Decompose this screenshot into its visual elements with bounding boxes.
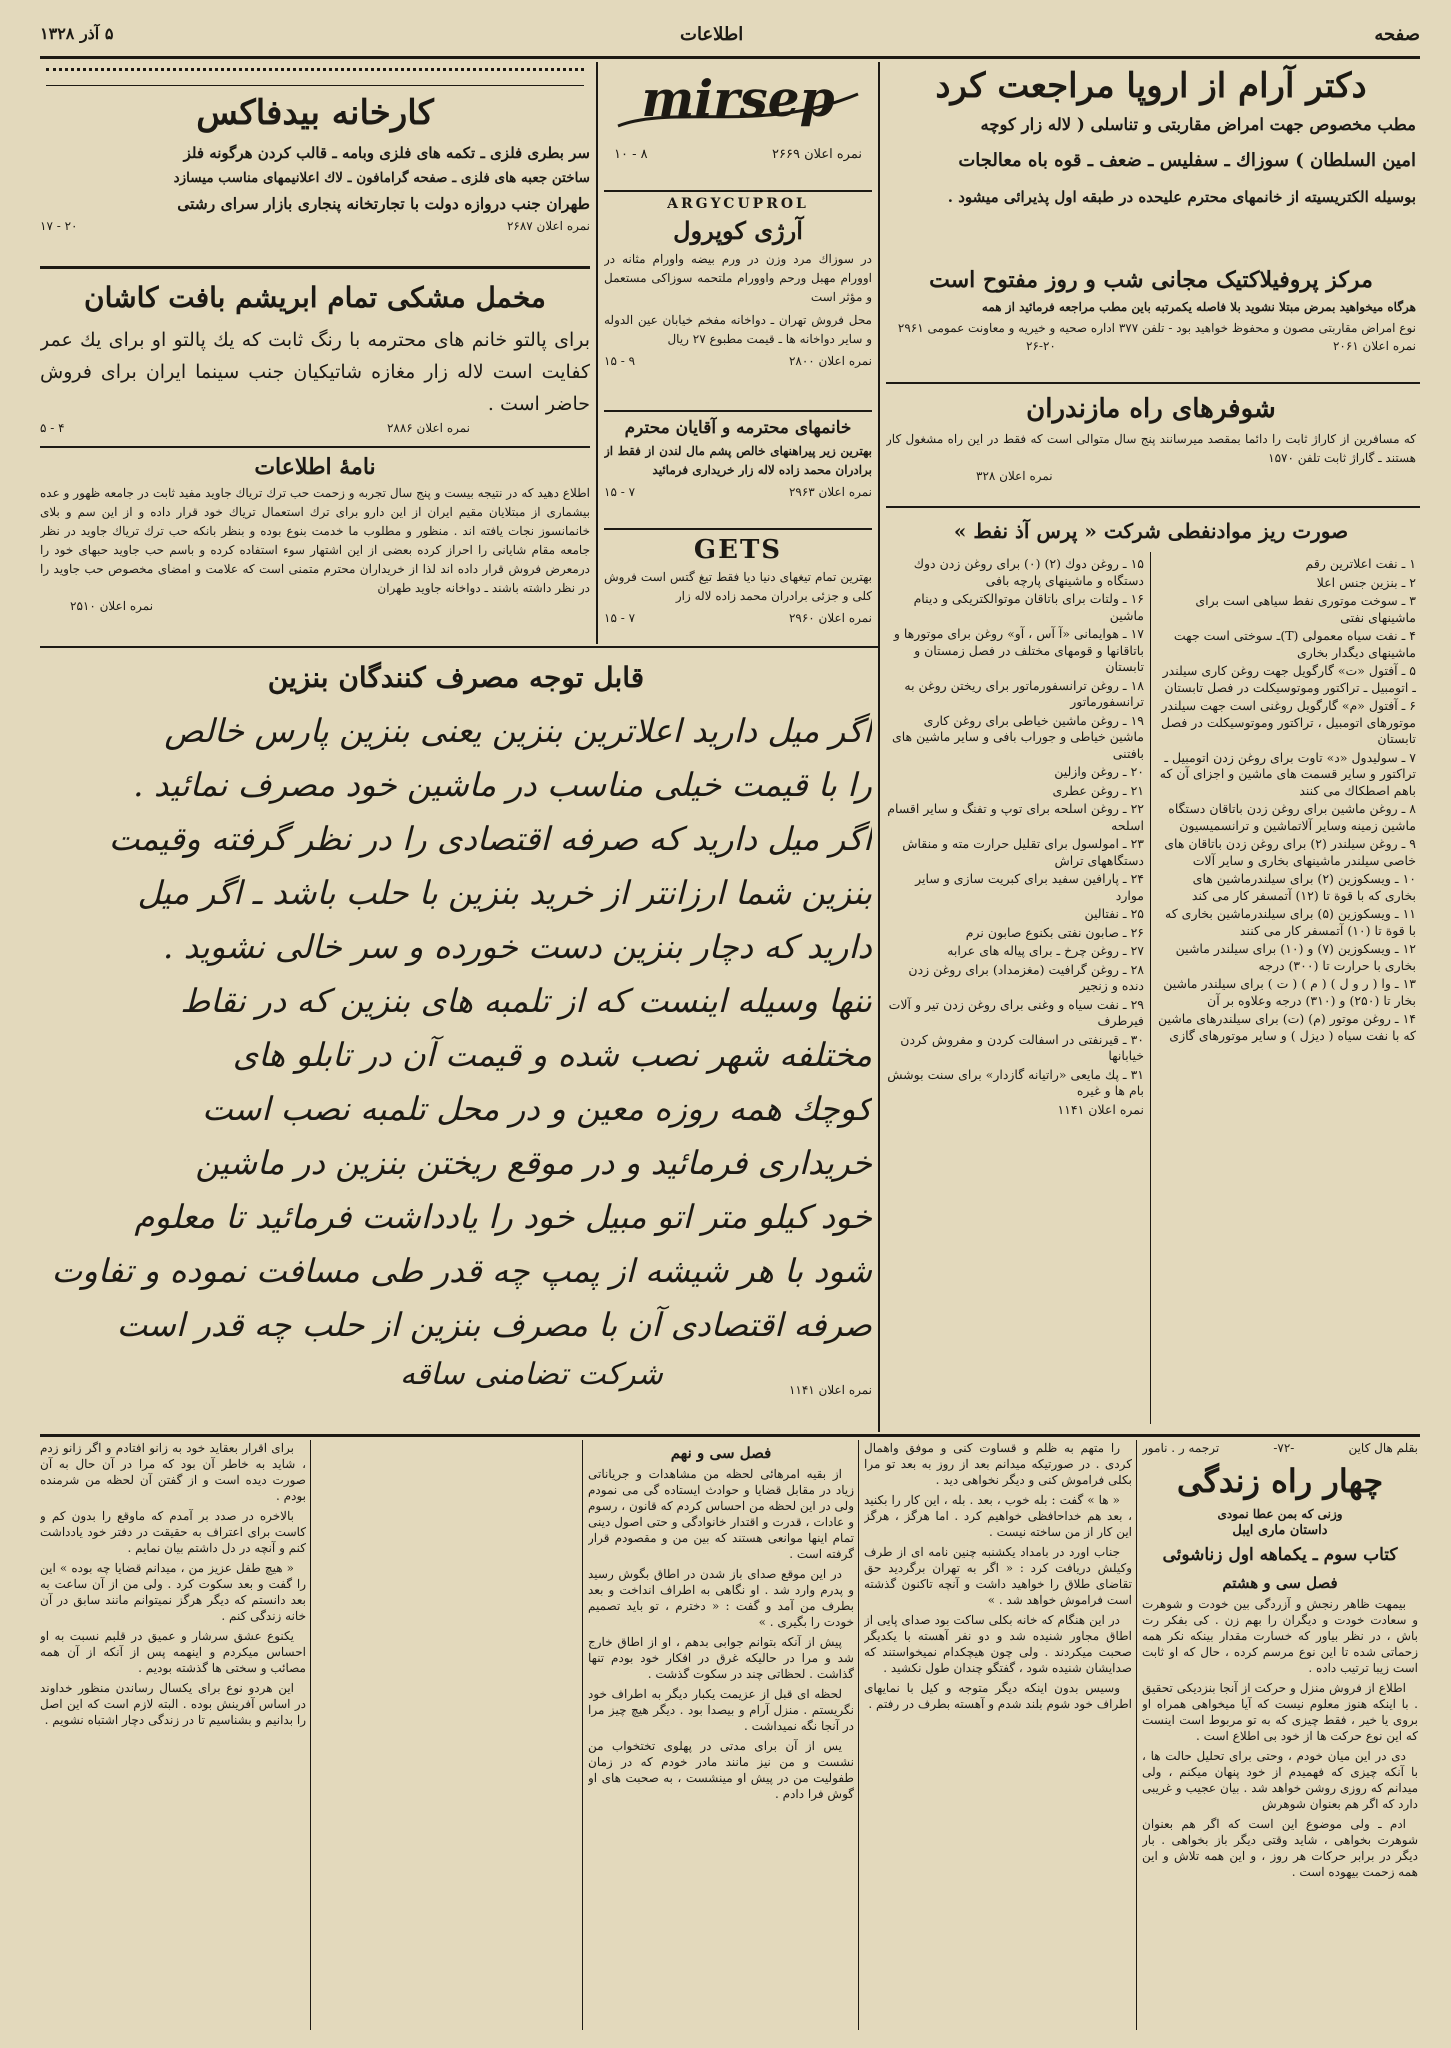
oil-item: ۱ ـ نفت اعلاترین رقم [1305, 556, 1416, 571]
ad-oil-title: صورت ریز موادنفطی شرکت « پرس آذ نفط » [953, 519, 1349, 543]
ad-gets-title: GETS [693, 535, 783, 565]
ad-ladies-body: بهترین زیر پیراهنهای خالص پشم مال لندن از فقط از برادران محمد زاده لاله زار خریداری فرمائید [604, 444, 872, 477]
ad-factory-line2: ساختن جعبه های فلزی ـ صفحه گرامافون ـ لاك اعلانیمهای مناسب میسازد [173, 170, 590, 186]
rule-velvet-letter [40, 446, 590, 448]
ad-ladies-code: ۷ - ۱۵ [604, 485, 636, 499]
serial-paragraph: در این هنگام که خانه بکلی ساکت بود صدای پایی از اطاق مجاور شنیده شد و دو نفر آهسته با یکدیگر صحبت میکردند . ولی چون هیچکدام نمیخواستند که صدایشان شنیده شود ، گفتگو چندان طول نکشید . [864, 1613, 1132, 1675]
oil-item: ۲۸ ـ روغن گرافیت (مغزمداد) برای روغن زدن دنده و زنجیر [908, 961, 1144, 993]
oil-item: ۲۵ ـ نفتالین [1084, 906, 1144, 921]
oil-item: ۱۴ ـ روغن موتور (م) (ت) برای سیلندرهای ماشین که با نفت سیاه ( دیزل ) و سایر موتورهای گازی [1158, 1011, 1416, 1043]
oil-item: ۴ ـ نفت سیاه معمولی (T)ـ سوختی است جهت ماشینهای دیگدار بخاری [1173, 628, 1416, 660]
ad-gets-code: ۷ - ۱۵ [604, 611, 636, 625]
serial-col-2 [864, 1440, 1132, 2038]
ad-drivers-number: نمره اعلان ۳۲۸ [976, 469, 1053, 483]
ad-ladies-title: خانمهای محترمه و آقایان محترم [624, 418, 852, 438]
ad-argyrol-sales: محل فروش تهران ـ دواخانه مفخم خیابان عین الدوله و سایر دواخانه ها ـ قیمت مطبوع ۲۷ ریال [604, 313, 872, 346]
rule-mid-section [40, 646, 878, 648]
serial-paragraph: بالاخره در صدد بر آمدم که ماوقع را بدون کم و کاست برای اعتراف به حقیقت در دفتر خود یادداشت کنم و آنچه در دل داشتم بیان نمایم . [40, 1509, 306, 1555]
ad-benzine-number: نمره اعلان ۱۱۴۱ [788, 1383, 872, 1397]
serial-subtitle2: داستان ماری ایبل [1232, 1523, 1328, 1538]
ad-benzine-line: تنها وسیله اینست که از تلمبه های بنزین که در نقاط [180, 982, 872, 1020]
serial-chapter-a: فصل سی و هشتم [1222, 1574, 1338, 1592]
ornament-border [46, 68, 584, 86]
serial-paragraph: در این موقع صدای باز شدن در اطاق بگوش رسید و پدرم وارد شد . او نگاهی به اطراف انداخت و بعد بطرف من آمد و گفت : « دخترم ، تو باید تصمیم خودت را بگیری . » [588, 1567, 854, 1629]
oil-item: ۷ ـ سولیدول «د» تاوت برای روغن زدن اتومبیل ـ تراکتور و سایر قسمت های ماشین و اجزای آن که باهم اصطکاك می کنند [1159, 749, 1416, 798]
serial-rule-b [858, 1440, 859, 2030]
oil-item: ۱۲ ـ ویسکوزین (۷) و (۱۰) برای سیلندر ماشین بخاری با حرارت تا (۳۰۰) درجه [1175, 941, 1416, 973]
ad-benzine-line: خریداری فرمائید و در موقع ریختن بنزین در ماشین [195, 1144, 872, 1182]
ad-argyrol-body: در سوزاك مرد وزن در ورم بیضه واورام مثانه در اوورام مهبل ورحم واوورام ملتحمه سوزاکی مستعمل و مؤثر است [604, 252, 872, 304]
oil-item: ۱۰ ـ ویسکوزین (۲) برای سیلندرماشین های بخاری که با قوة تا (۱۲) آتمسفر کار می کند [1191, 871, 1416, 903]
serial-paragraph: یکنوع عشق سرشار و عمیق در قلبم نسبت به او احساس میکردم و اینهمه پس از آنکه از آن همه مصائب و سختی ها گذشته بودیم . [40, 1629, 306, 1675]
ad-factory-line1: سر بطری فلزی ـ تکمه های فلزی وبامه ـ قالب کردن هرگونه فلز [183, 144, 590, 162]
ad-velvet [40, 272, 590, 440]
oil-list-left [886, 556, 1144, 1426]
serial-chapter-b: فصل سی و نهم [670, 1444, 772, 1462]
ad-factory-line3: طهران جنب دروازه دولت با تجارتخانه پنجاری بازار سرای رشتی [177, 194, 590, 213]
ad-prophylaxis-line2: نوع امراض مقاربتی مصون و محفوظ خواهید بود - تلفن ۳۷۷ اداره صحیه و خیریه و معاونت عمومی ۲۹۶۱ [897, 321, 1416, 335]
header-rule [40, 56, 1420, 59]
serial-rule-a [1136, 1440, 1137, 2030]
ad-drivers [886, 388, 1416, 498]
serial-rule-c [582, 1440, 583, 2030]
oil-item: ۳۰ ـ قیرنفتی در اسفالت کردن و مفروش کردن خیابانها [900, 1031, 1144, 1063]
mirsep-logo [604, 64, 872, 142]
serial-paragraph: بیمهت ظاهر رنجش و آزردگی بین خودت و شوهرت و سعادت خودت و دیگران را بهم زن . کی بفکر رت باش ، در نظر بیاور که خسارت مقدار بینکه نکر همه زحماتی شده تا این نوع مرسم کرده ، حال که او ثابت است زیبا ترتیب داده . [1142, 1597, 1418, 1675]
header-paper-name: اطلاعات [680, 24, 744, 45]
serial-author: بقلم هال کاین [1348, 1441, 1418, 1455]
oil-item: ۹ ـ روغن سیلندر (۲) برای روغن زدن باتاقان های خاصی سیلندر ماشینهای بخاری و سایر آلات [1164, 836, 1416, 868]
ad-doctor [886, 64, 1416, 264]
ad-velvet-code: ۴ - ۵ [40, 421, 65, 435]
ad-velvet-number: نمره اعلان ۲۸۸۶ [386, 421, 470, 435]
serial-translator: ترجمه ر . نامور [1142, 1441, 1220, 1455]
ad-doctor-line3: بوسیله الکتریسیته از خانمهای محترم علیحده در طبقه اول پذیرائی میشود . [947, 188, 1416, 206]
ad-velvet-title: مخمل مشکی تمام ابریشم بافت کاشان [84, 281, 546, 314]
ad-benzine-line: مختلفه شهر نصب شده و قیمت آن در تابلو های [232, 1036, 872, 1074]
rule-ladies-gets [604, 528, 872, 530]
oil-item: ۱۵ ـ روغن دوك (۲) (۰) برای روغن زدن دوك دستگاه و ماشینهای پارچه بافی [913, 556, 1144, 588]
ad-factory-title: کارخانه بیدفاکس [196, 93, 434, 133]
ad-benzine-signature: شرکت تضامنی ساقه [400, 1357, 663, 1392]
ad-letter-body: اطلاع دهید که در نتیجه بیست و پنج سال تجربه و زحمت حب ترك تریاك جاوید مفید ثابت در جامعه ظهور و عده بیشماری از مبتلایان مقیم ایران از این دارو برای ترك استعمال تریاك خود قرار داده و از این سم و بلای خانمانسوز نجات یافته اند . منظور و مطلوب ما خدمت بنوع بوده و بنظر بانکه حب ترك تریاك جاوید در نظر جامعه مقام شایانی را احراز کرده بعضی از این اشتهار سوء استفاده کرده و باسم حب جاوید حبهای خود را درمعرض فروش قرار داده اند لذا از خریداران محترم متمنی است که علامت و امضای مخصوص حب جاوید را در نظر داشته باشند ـ دواخانه جاوید طهران [40, 486, 590, 595]
ad-ladies-number: نمره اعلان ۲۹۶۳ [788, 485, 872, 499]
serial-paragraph: جناب اورد در بامداد یکشنبه چنین نامه ای از طرف وکیلش دریافت کرد : « اگر به تهران برگردید حق تقاضای طلاق را خواهید داشت و آنچه تاکنون گذشته است فراموش خواهد شد . » [864, 1545, 1132, 1607]
oil-item: ۸ ـ روغن ماشین برای روغن زدن باتاقان دستگاه ماشین زمینه وسایر آلاتماشین و ترانسمیسیون [1168, 801, 1416, 833]
ad-doctor-line2: امین السلطان ) سوزاك ـ سفلیس ـ ضعف ـ قوه باه معالجات [958, 150, 1416, 171]
ad-mirsep-code: ۸ - ۱۰ [614, 147, 648, 162]
col-rule-2 [596, 62, 598, 644]
page-header [40, 24, 1420, 50]
serial-paragraph: از بقیه امرهائی لحظه من مشاهدات و جریاناتی زیاد در مقابل قضایا و حوادث ایستاده گی می نمودم ولی در این لحظه من احساس کردم که قانون ، رسوم و عادات ، قدرت و اقتدار خانوادگی و حتی اصول دینی تمام اینها موانعی هستند که بین من و مقصودم قرار گرفته است . [588, 1467, 854, 1561]
ad-benzine-line: بنزین شما ارزانتر از خرید بنزین با حلب باشد ـ اگر میل [137, 874, 872, 912]
serial-paragraph: یس از آن برای مدتی در پهلوی تختخواب من نشست و من نیز مانند مادر خودم که در زمان طفولیت من در پیش او مینشست ، به صحبت های او گوش فرا دادم . [588, 1739, 854, 1801]
oil-item: ۳ ـ سوخت موتوری نفط سیاهی است برای ماشینهای نفتی [1195, 593, 1416, 625]
serial-paragraph: اطلاع از فروش منزل و حرکت از آنجا بنزدیکی تحقیق . با اینکه هنوز معلوم نیست که آیا میخواهی همراه او بروی یا خیر ، فقط چیزی که به تو مربوط است اینست که این نوع حرکت ها از خود بی اطلاع است . [1142, 1681, 1418, 1743]
ad-doctor-title: دکتر آرام از اروپا مراجعت کرد [935, 66, 1367, 106]
ad-benzine-title: قابل توجه مصرف کنندگان بنزین [267, 661, 645, 694]
rule-drivers-oil [886, 506, 1420, 508]
header-date: ۵ آذر ۱۳۲۸ [40, 24, 114, 43]
oil-item: ۲۲ ـ روغن اسلحه برای توپ و تفنگ و سایر اقسام اسلحه [887, 801, 1144, 833]
oil-inner-rule [1150, 552, 1151, 1424]
ad-argyrol-number: نمره اعلان ۲۸۰۰ [788, 354, 872, 368]
ad-doctor-line1: مطب مخصوص جهت امراض مقاربتی و تناسلی ( لاله زار کوچه [980, 115, 1416, 134]
oil-item: ۱۳ ـ وا ( ر و ل ) ( م ) ( ت ) برای سیلندر ماشین بخار تا (۲۵۰) و (۳۱۰) درجه وعلاوه بر آن [1163, 976, 1416, 1008]
ad-gets-number: نمره اعلان ۲۹۶۰ [788, 611, 872, 625]
ad-prophylaxis [886, 264, 1416, 374]
ad-mirsep-number: نمره اعلان ۲۶۶۹ [772, 147, 862, 162]
ad-letter-title: نامهٔ اطلاعات [254, 454, 376, 480]
oil-item: ۶ ـ آفتول «م» گارگویل روغنی است جهت سیلندر موتورهای اتومبیل ، تراکتور وموتوسیکلت در فصل تابستان [1161, 698, 1416, 746]
ad-benzine-line: صرفه اقتصادی آن با مصرف بنزین از حلب چه قدر است [116, 1306, 872, 1344]
ad-benzine-line: کوچك همه روزه معین و در محل تلمبه نصب است [202, 1090, 872, 1128]
serial-paragraph: « هیچ طفل عزیز من ، میدانم قضایا چه بوده » این را گفت و بعد سکوت کرد . ولی من از آن ساعت به بعد دانستم که دیگر هرگز نمیتوانم مانند سابق در آن خانه زندگی کنم . [40, 1561, 306, 1623]
ad-ettelaat-letter [40, 450, 590, 642]
rule-factory-velvet [40, 266, 590, 269]
oil-item: ۲۳ ـ امولسول برای تقلیل حرارت مته و منقاش دستگاههای تراش [902, 836, 1144, 868]
ad-benzine [40, 652, 872, 1432]
oil-item: ۲۰ ـ روغن وازلین [1054, 764, 1144, 779]
ad-drivers-title: شوفرهای راه مازندران [1026, 394, 1276, 424]
oil-right-items [1158, 556, 1416, 1044]
oil-item: ۲۷ ـ روغن چرخ ـ برای پیاله های عرابه [947, 943, 1144, 958]
rule-mirsep-argy [604, 190, 872, 192]
serial-title: چهار راه زندگی [1176, 1462, 1384, 1500]
ad-prophylaxis-code: ۲۶-۲۰ [1026, 339, 1056, 353]
ad-gets-body: بهترین تمام تیغهای دنیا دیا فقط تیغ گتس است فروش کلی و جزئی برادران محمد زاده لاله زار [604, 570, 872, 603]
oil-item: ۲۴ ـ پارافین سفید برای کبریت سازی و سایر موارد [915, 871, 1144, 903]
oil-item: ۲ ـ بنزین جنس اعلا [1316, 574, 1416, 590]
header-page-label: صفحه [1374, 24, 1420, 45]
oil-item: ۱۷ ـ هوایمانی «آ آس ، آو» روغن برای موتورها و باتاقانها و قومهای مختلف در فصل زمستان و تابستان [893, 626, 1144, 674]
rule-serial-top [40, 1434, 1420, 1437]
oil-item: ۲۶ ـ صابون نفتی بکنوع صابون نرم [965, 924, 1144, 940]
serial-paragraph: وسیس بدون اینکه دیگر متوجه و کیل با نمایهای اطراف خود شوم بلند شدم و آهسته بطرف در رفتم . [864, 1681, 1132, 1711]
ad-mirsep [604, 64, 872, 182]
ad-argyrol-latin: ARGYCUPROL [667, 196, 809, 212]
ad-argyrol-code: ۹ - ۱۵ [604, 354, 636, 368]
ad-letter-number: نمره اعلان ۲۵۱۰ [70, 599, 154, 613]
oil-item: ۱۱ ـ ویسکوزین (۵) برای سیلندرماشین بخاری که با قوة تا (۱۰) آتمسفر کار می کنند [1165, 906, 1416, 938]
oil-item: ۲۱ ـ روغن عطری [1052, 782, 1144, 798]
serial-paragraph: « ها » گفت : بله خوب ، بعد . بله ، این کار را بکنید ، بعد هم خداحافظی خواهیم کرد . اما هرگز ، هرگز این کار از من ساخته نیست . [864, 1493, 1132, 1539]
col-rule-1 [878, 62, 880, 1432]
ad-prophylaxis-line1: هرگاه میخواهید بمرض مبتلا نشوید بلا فاصله یکمرتبه باین مطب مراجعه فرمائید از همه [981, 300, 1416, 314]
ad-velvet-body: برای پالتو خانم های محترمه با رنگ ثابت که یك پالتو او برای یك عمر کفایت است لاله زار مغازه شاتیکیان جنب سینما ایران برای فروش حاضر است . [40, 329, 590, 415]
serial-col-1 [1142, 1440, 1418, 2038]
serial-paragraph: این هردو نوع برای یکسال رساندن منظور خداوند در اساس آفرینش بوده . البته لازم است که این اصل را بدانیم و بشناسیم تا در زندگی دچار اشتباه نشویم . [40, 1681, 306, 1727]
ad-benzine-line: دارید که دچار بنزین دست خورده و سر خالی نشوید . [162, 928, 872, 966]
ad-factory [40, 64, 590, 264]
ad-prophylaxis-number: نمره اعلان ۲۰۶۱ [1332, 339, 1416, 353]
ad-benzine-line: اگر میل دارید اعلاترین بنزین یعنی بنزین پارس خالص [164, 712, 872, 750]
serial-page-no: -۷۲- [1273, 1441, 1295, 1455]
oil-item: نمره اعلان ۱۱۴۱ [1057, 1101, 1144, 1117]
mirsep-logo-text: mirsep [641, 69, 835, 128]
ad-ladies [604, 414, 872, 524]
serial-paragraph: را متهم به ظلم و قساوت کنی و موفق واهمال کردی . در صورتیکه میدانم بعد از روز به بعد تو مرا بکلی فراموش کنی و دیگر نخواهی دید . [864, 1441, 1132, 1487]
rule-doctor-drivers [886, 382, 1420, 384]
serial-paragraph: ادم ـ ولی موضوع این است که اگر هم بعنوان شوهرت بخواهی ، شاید وقتی دیگر باز بخواهی . بار دیگر در برابر حرکات هر روز ، و این همه تلاش و این همه زحمت بیهوده است . [1142, 1817, 1418, 1879]
ad-gets [604, 532, 872, 642]
oil-list-right [1158, 556, 1416, 1426]
ad-argyrol-title: آرژی کوپرول [673, 216, 803, 245]
ad-factory-number: نمره اعلان ۲۶۸۷ [506, 219, 590, 233]
serial-paragraph: برای اقرار بعقاید خود به زانو افتادم و اگر زانو زدم ، شاید به خاطر آن بود که مرا در آن حال به آن صورت دیده است و از گفتن آن لحظه من شرمنده بودم . [40, 1441, 306, 1503]
serial-paragraph: پیش از آنکه بتوانم جوابی بدهم ، او از اطاق خارج شد و مرا در حالیکه غرق در افکار خود بودم تنها گذاشت . لحظاتی چند در سکوت گذشت . [588, 1635, 854, 1681]
oil-item: ۱۹ ـ روغن ماشین خیاطی برای روغن کاری ماشین خیاطی و جوراب بافی و سایر ماشین های بافتنی [891, 712, 1144, 761]
serial-col-4 [40, 1440, 306, 2038]
serial-paragraph: دی در این میان خودم ، وحتی برای تحلیل حالت ها ، با آنکه چیزی که فهمیدم از خود پنهان میکنم ، ولی میدانم که روزی روشن خواهد شد . بیان عجیب و غریبی دارد که اگر هم بعنوان شوهرش [1142, 1749, 1418, 1811]
serial-col-gap [314, 1440, 578, 2038]
ad-factory-code: ۲۰ - ۱۷ [40, 219, 78, 233]
ad-prophylaxis-title: مرکز پروفیلاکتیک مجانی شب و روز مفتوح است [929, 267, 1373, 293]
rule-argy-ladies [604, 410, 872, 412]
oil-item: ۳۱ ـ پك مایعی «راتیانه گازدار» برای سنت بوشش بام ها و غیره [887, 1066, 1144, 1098]
serial-paragraph: لحظه ای قبل از عزیمت یکبار دیگر به اطراف خود نگریستم . منزل آرام و بیصدا بود . دیگر هیچ چیز مرا در آنجا نگه نمیداشت . [588, 1687, 854, 1733]
serial-col-3 [588, 1440, 854, 2038]
ad-benzine-line: شود با هر شیشه از پمپ چه قدر طی مسافت نموده و تفاوت [51, 1252, 872, 1290]
ad-benzine-line: اگر میل دارید که صرفه اقتصادی را در نظر گرفته وقیمت [108, 820, 872, 858]
oil-item: ۱۶ ـ ولتات برای باتاقان موتوالکتریکی و دینام ماشین [913, 591, 1144, 623]
oil-left-items [886, 556, 1144, 1118]
oil-item: ۲۹ ـ نفت سیاه و وغنی برای روغن زدن تیر و آلات فیرطرف [888, 996, 1144, 1028]
serial-subtitle1: وزنی که بمن عطا نمودی [1217, 1507, 1343, 1521]
serial-book: کتاب سوم ـ یکماهه اول زناشوئی [1162, 1545, 1398, 1565]
serial-rule-d [310, 1440, 311, 2030]
ad-benzine-line: خود کیلو متر اتو مبیل خود را یادداشت فرمائید تا معلوم [134, 1198, 872, 1236]
oil-item: ۵ ـ آفتول «ت» گارگویل جهت روغن کاری سیلندر ـ اتومبیل ـ تراکتور وموتوسیکلت در فصل تابستان [1162, 663, 1416, 695]
oil-item: ۱۸ ـ روغن ترانسفورماتور برای ریختن روغن به ترانسفورماتور [904, 677, 1144, 709]
ad-argyrol [604, 196, 872, 406]
ad-drivers-body: که مسافرین از کاراژ ثابت را دائما بمقصد میرسانند پنج سال متوالی است که فقط در این راه مشغول کار هستند ـ گاراژ ثابت تلفن ۱۵۷۰ [886, 432, 1416, 465]
ad-benzine-line: را با قیمت خیلی مناسب در ماشین خود مصرف نمائید . [133, 766, 872, 804]
